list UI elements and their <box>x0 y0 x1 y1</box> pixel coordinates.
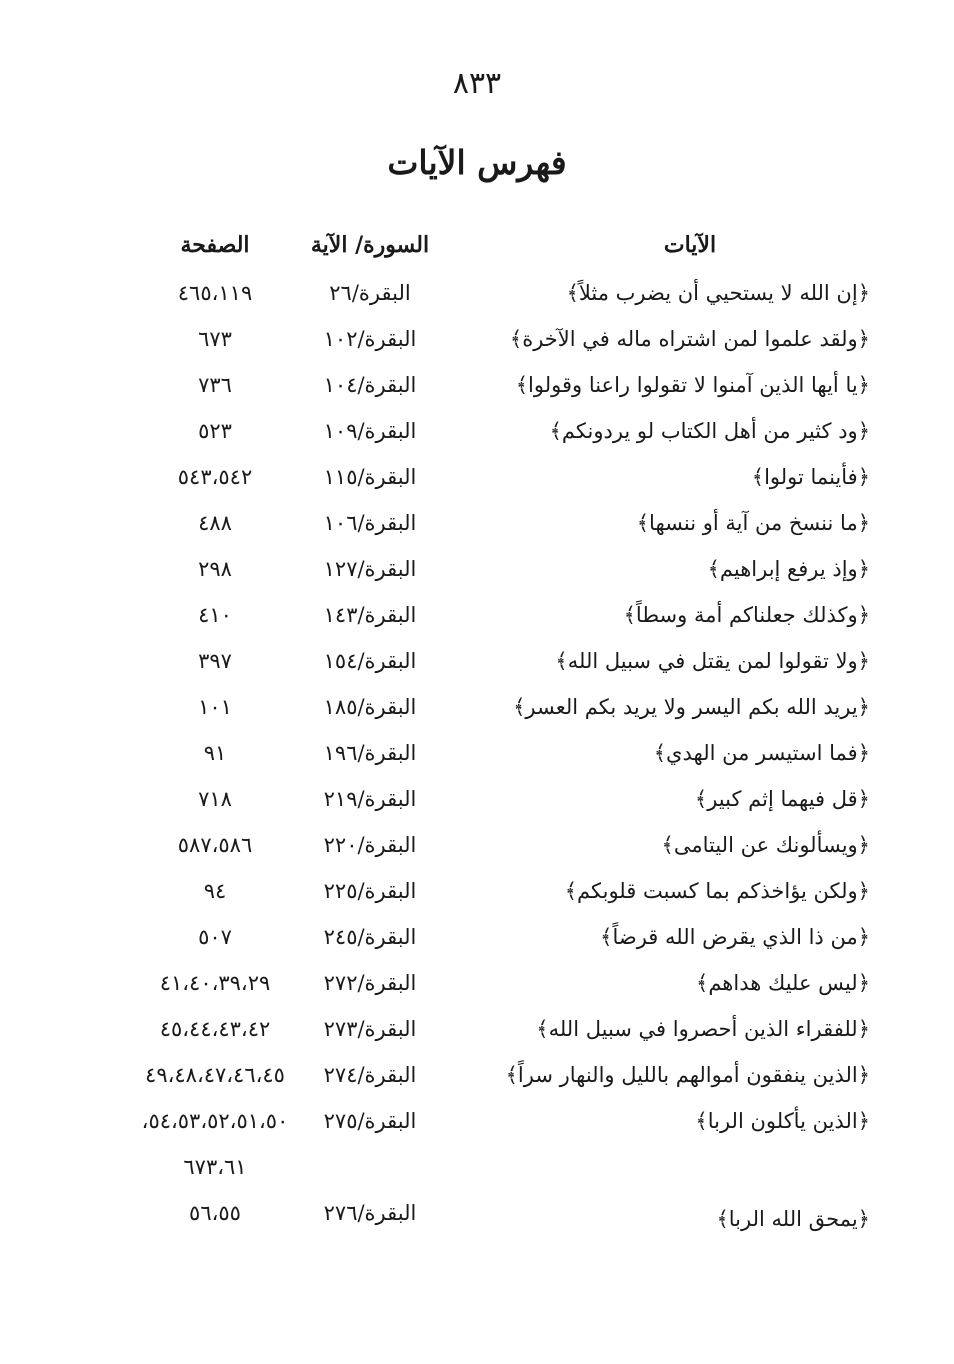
surah-ayah-ref: البقرة/٢٧٢ <box>323 971 417 995</box>
page-refs: ٤٥،٤٤،٤٣،٤٢ <box>159 1017 271 1041</box>
page-refs: ٦٧٣ <box>198 327 232 351</box>
verse-text: ﴿فما استيسر من الهدي﴾ <box>653 741 870 765</box>
page-refs: ٩٤ <box>203 879 227 903</box>
surah-ayah-ref: البقرة/١١٥ <box>323 465 417 489</box>
table-row <box>100 822 870 868</box>
verse-text: ﴿فأينما تولوا﴾ <box>751 465 870 489</box>
verse-text: ﴿يريد الله بكم اليسر ولا يريد بكم العسر﴾ <box>513 695 870 719</box>
table-row <box>100 362 870 408</box>
verses-index-table <box>100 222 870 1242</box>
table-row <box>100 546 870 592</box>
surah-ayah-ref: البقرة/١٩٦ <box>323 741 417 765</box>
table-row <box>100 1190 870 1242</box>
page-refs: ٤٨٨ <box>198 511 232 535</box>
page-refs: ٥٨٧،٥٨٦ <box>177 833 253 857</box>
surah-ayah-ref: البقرة/٢٧٣ <box>323 1017 417 1041</box>
page-refs: ٥٠٧ <box>198 925 232 949</box>
page-refs: ٤١٠ <box>198 603 232 627</box>
surah-ayah-ref: البقرة/٢٧٦ <box>323 1201 417 1225</box>
header-verses: الآيات <box>663 232 717 258</box>
page-refs: ٤١،٤٠،٣٩،٢٩ <box>159 971 271 995</box>
table-row <box>100 1006 870 1052</box>
table-row-continuation <box>100 1144 870 1190</box>
page-number: ٨٣٣ <box>452 66 502 101</box>
verse-text: ﴿ما ننسخ من آية أو ننسها﴾ <box>636 511 870 535</box>
table-row <box>100 592 870 638</box>
surah-ayah-ref: البقرة/٢٧٤ <box>323 1063 417 1087</box>
header-surah-ayah: السورة/ الآية <box>310 232 430 258</box>
page-refs: ٤٩،٤٨،٤٧،٤٦،٤٥ <box>145 1063 285 1087</box>
table-row <box>100 868 870 914</box>
table-row <box>100 1052 870 1098</box>
surah-ayah-ref: البقرة/١٤٣ <box>323 603 417 627</box>
table-row <box>100 730 870 776</box>
page-refs: ٤٦٥،١١٩ <box>177 281 253 305</box>
verse-text: ﴿ود كثير من أهل الكتاب لو يردونكم﴾ <box>549 419 870 443</box>
surah-ayah-ref: البقرة/٢٢٥ <box>323 879 417 903</box>
verse-text: ﴿ليس عليك هداهم﴾ <box>696 971 870 995</box>
verse-text: ﴿يا أيها الذين آمنوا لا تقولوا راعنا وقولوا﴾ <box>515 373 870 397</box>
table-row <box>100 684 870 730</box>
table-row <box>100 316 870 362</box>
verse-text: ﴿قل فيهما إثم كبير﴾ <box>694 787 870 811</box>
surah-ayah-ref: البقرة/١٥٤ <box>323 649 417 673</box>
verse-text: ﴿ولكن يؤاخذكم بما كسبت قلوبكم﴾ <box>564 879 870 903</box>
page-refs: ٩١ <box>203 741 227 765</box>
surah-ayah-ref: البقرة/٢٤٥ <box>323 925 417 949</box>
page-refs: ٥٤٣،٥٤٢ <box>177 465 253 489</box>
table-row <box>100 454 870 500</box>
table-row <box>100 960 870 1006</box>
page-refs: ٧١٨ <box>198 787 232 811</box>
verse-text: ﴿وكذلك جعلناكم أمة وسطاً﴾ <box>623 603 870 627</box>
verse-text: ﴿الذين ينفقون أموالهم بالليل والنهار سراً﴾ <box>505 1063 870 1087</box>
table-row <box>100 500 870 546</box>
page-title: فهرس الآيات <box>387 143 567 182</box>
surah-ayah-ref: البقرة/١٨٥ <box>323 695 417 719</box>
table-row <box>100 1098 870 1144</box>
verse-text: ﴿يمحق الله الربا﴾ <box>716 1207 870 1231</box>
surah-ayah-ref: البقرة/١٠٤ <box>323 373 417 397</box>
verse-text: ﴿الذين يأكلون الربا﴾ <box>695 1109 870 1133</box>
table-row <box>100 914 870 960</box>
table-row <box>100 408 870 454</box>
table-header-row <box>100 222 870 270</box>
page-refs: ٧٣٦ <box>198 373 232 397</box>
verse-text: ﴿ولا تقولوا لمن يقتل في سبيل الله﴾ <box>555 649 870 673</box>
verse-text: ﴿للفقراء الذين أحصروا في سبيل الله﴾ <box>536 1017 870 1041</box>
verse-text: ﴿ولقد علموا لمن اشتراه ماله في الآخرة﴾ <box>509 327 870 351</box>
table-row <box>100 638 870 684</box>
verse-text: ﴿وإذ يرفع إبراهيم﴾ <box>707 557 870 581</box>
surah-ayah-ref: البقرة/٢٢٠ <box>323 833 417 857</box>
verse-text: ﴿إن الله لا يستحيي أن يضرب مثلاً﴾ <box>566 281 870 305</box>
page-refs: ٥٢٣ <box>198 419 232 443</box>
page-refs: ٢٩٨ <box>198 557 232 581</box>
surah-ayah-ref: البقرة/١٠٩ <box>323 419 417 443</box>
surah-ayah-ref: البقرة/٢١٩ <box>323 787 417 811</box>
surah-ayah-ref: البقرة/٢٦ <box>329 281 411 305</box>
surah-ayah-ref: البقرة/١٢٧ <box>323 557 417 581</box>
page-refs: ٥٤،٥٣،٥٢،٥١،٥٠، <box>141 1109 289 1133</box>
page-refs: ١٠١ <box>198 695 232 719</box>
table-row <box>100 776 870 822</box>
page-refs: ٥٦،٥٥ <box>189 1201 241 1225</box>
table-row <box>100 270 870 316</box>
surah-ayah-ref: البقرة/٢٧٥ <box>323 1109 417 1133</box>
header-page: الصفحة <box>180 232 250 258</box>
surah-ayah-ref: البقرة/١٠٢ <box>323 327 417 351</box>
verse-text: ﴿من ذا الذي يقرض الله قرضاً﴾ <box>600 925 870 949</box>
verse-text: ﴿ويسألونك عن اليتامى﴾ <box>661 833 870 857</box>
surah-ayah-ref: البقرة/١٠٦ <box>323 511 417 535</box>
page-refs: ٦٧٣،٦١ <box>183 1155 247 1179</box>
page-refs: ٣٩٧ <box>198 649 232 673</box>
